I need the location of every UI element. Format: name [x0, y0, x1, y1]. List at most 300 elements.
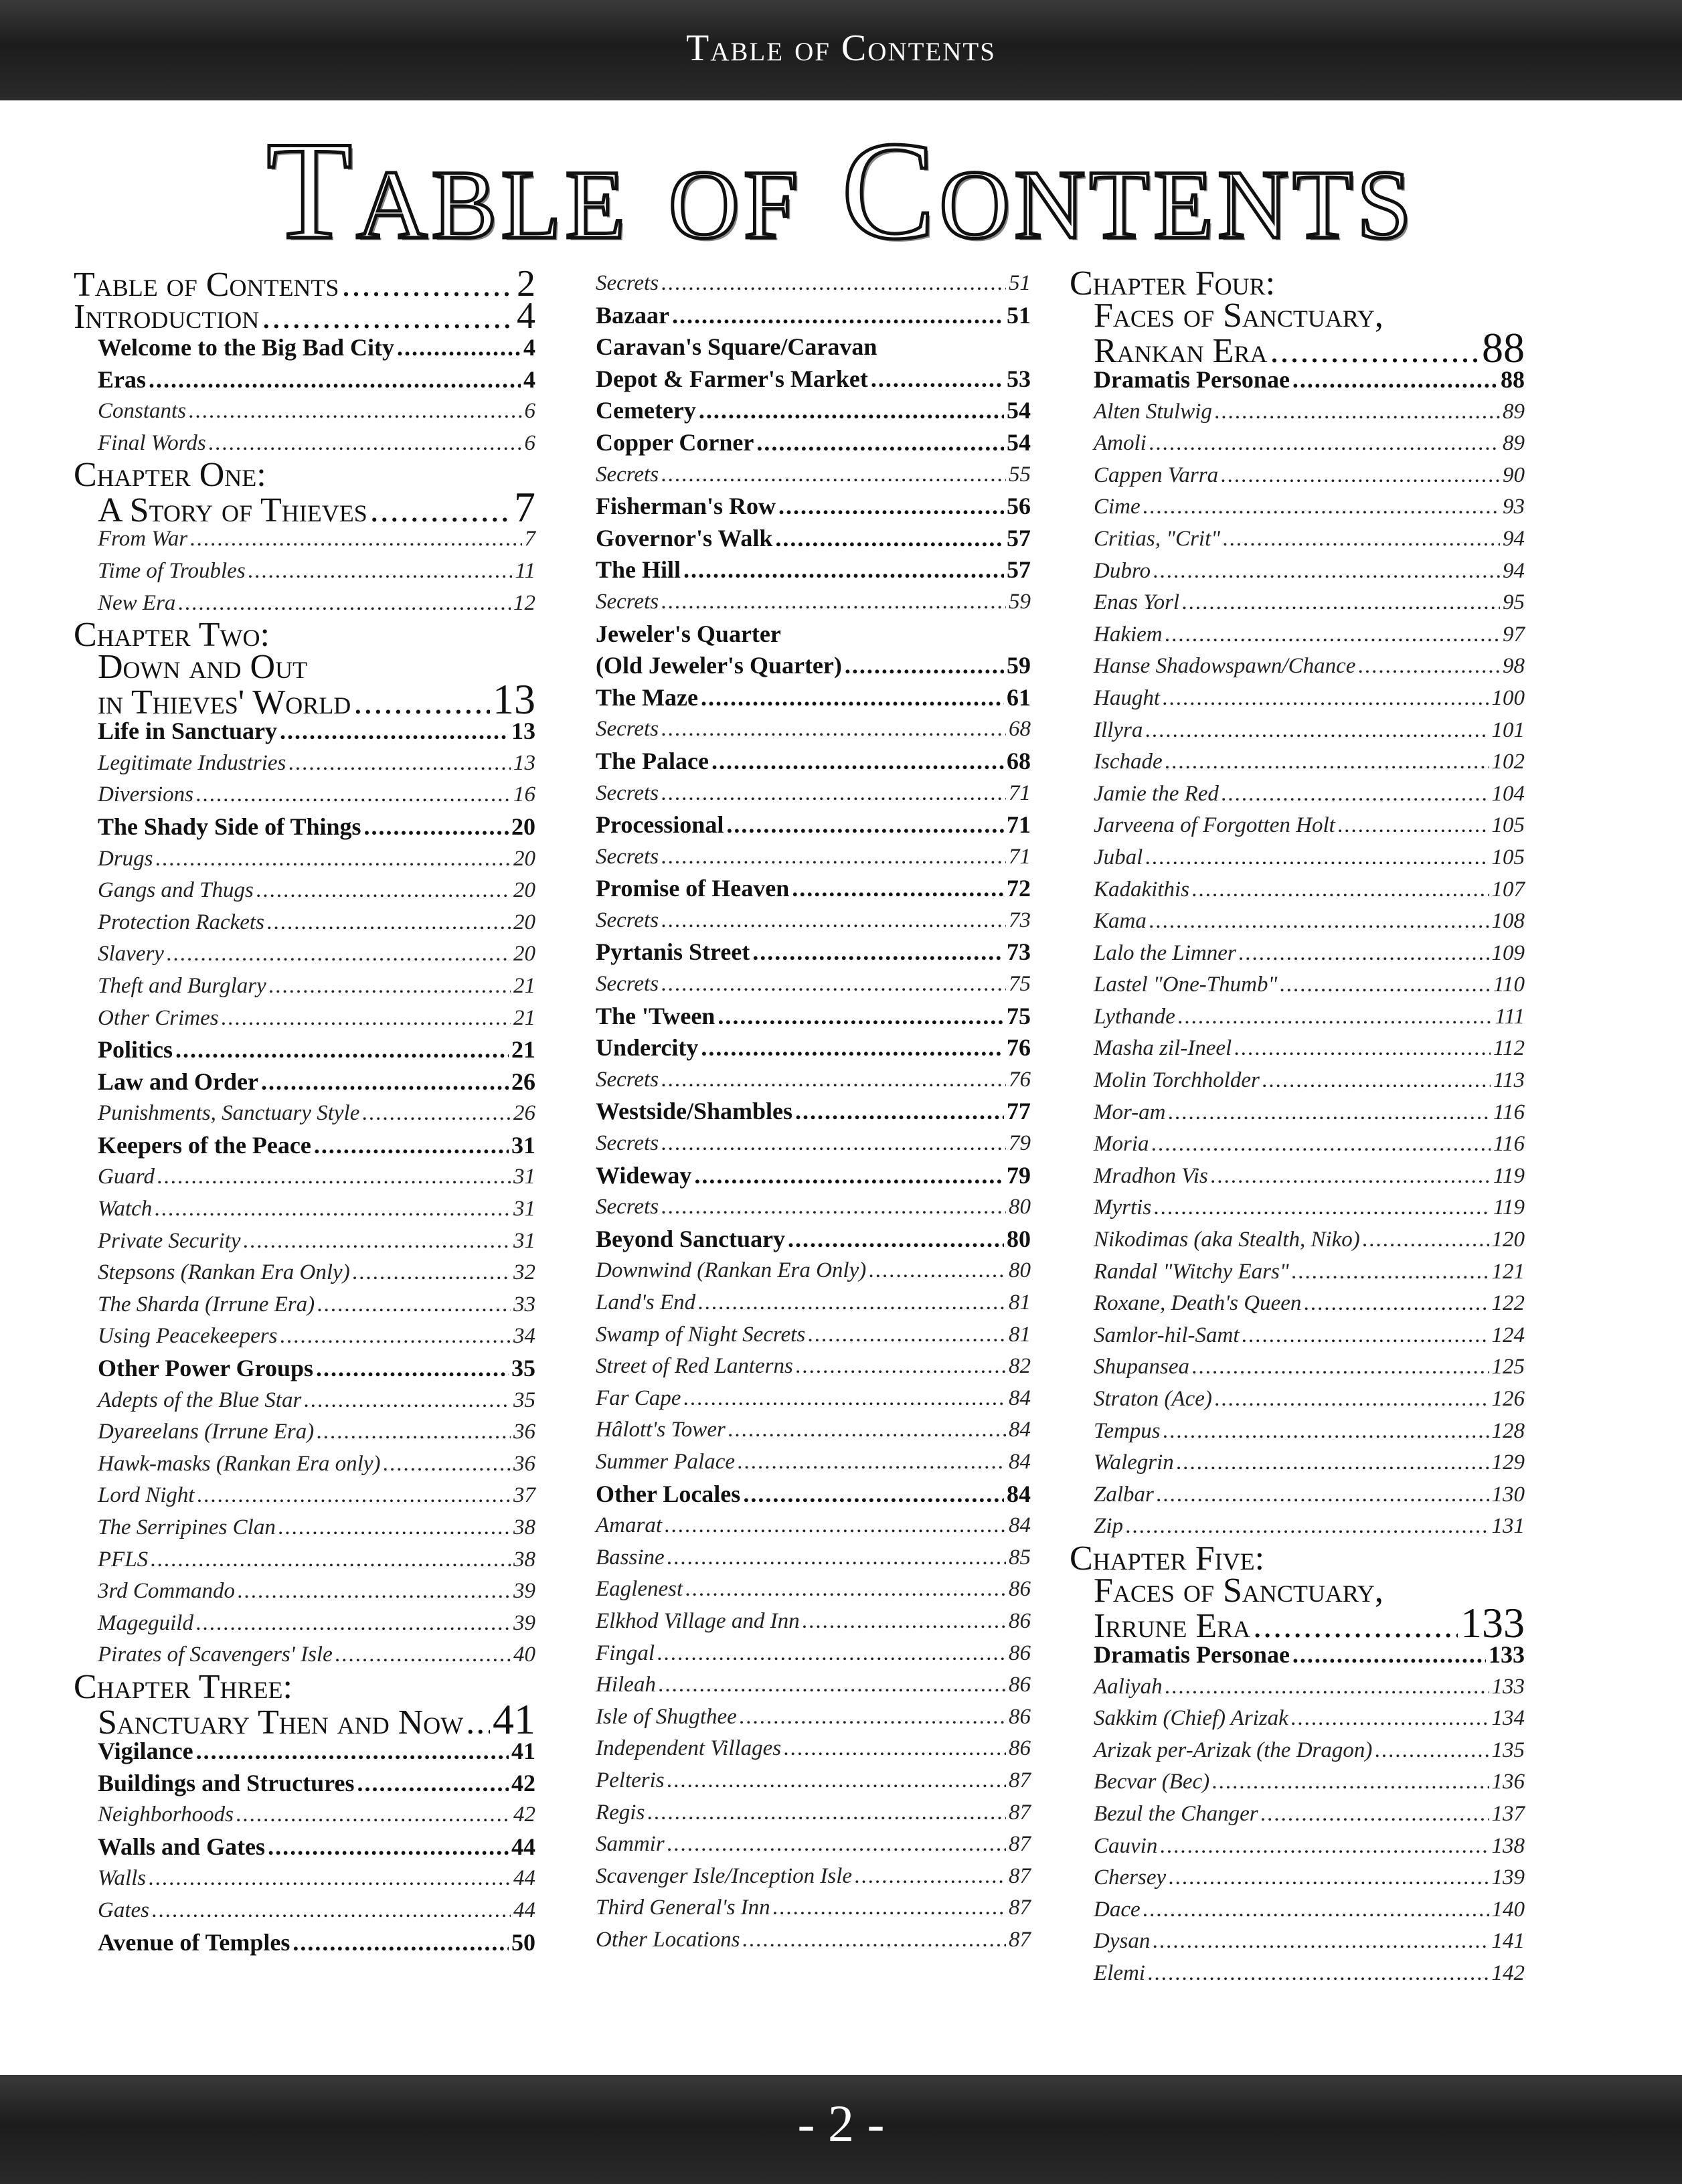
toc-entry-title: Far Cape [596, 1385, 681, 1410]
toc-entry-title: Keepers of the Peace [98, 1131, 311, 1159]
toc-entry[interactable] [74, 263, 535, 305]
dot-leader [1152, 1128, 1491, 1161]
toc-entry[interactable] [74, 588, 535, 620]
toc-entry[interactable] [74, 1321, 535, 1353]
toc-entry[interactable] [596, 650, 1031, 682]
toc-entry[interactable] [74, 1927, 535, 1959]
toc-entry[interactable] [1070, 1320, 1525, 1352]
toc-entry-page: 116 [1493, 1132, 1525, 1157]
toc-entry[interactable] [1070, 1598, 1525, 1647]
toc-heading[interactable] [1070, 1539, 1525, 1578]
toc-entry-page: 134 [1491, 1706, 1525, 1731]
toc-entry-page: 84 [1007, 1480, 1031, 1507]
toc-entry[interactable] [1070, 1798, 1525, 1831]
toc-entry[interactable] [74, 1448, 535, 1481]
toc-entry[interactable] [596, 1032, 1031, 1064]
toc-entry[interactable] [1070, 651, 1525, 683]
toc-entry-title: Lord Night [98, 1483, 195, 1508]
toc-entry-title: The Shady Side of Things [98, 813, 361, 840]
toc-entry[interactable] [596, 713, 1031, 746]
toc-entry[interactable] [74, 1034, 535, 1066]
page-title: Table of Contents [266, 113, 1416, 268]
toc-entry[interactable] [596, 1797, 1031, 1829]
dot-leader [661, 841, 1006, 873]
toc-column-3 [1070, 264, 1525, 1990]
toc-entry-title: Dysan [1094, 1929, 1151, 1954]
toc-entry[interactable] [74, 811, 535, 843]
toc-entry[interactable] [1070, 1351, 1525, 1383]
toc-entry[interactable] [1070, 1224, 1525, 1256]
toc-entry-title: Processional [596, 811, 724, 839]
toc-entry[interactable] [74, 716, 535, 748]
toc-entry[interactable] [1070, 938, 1525, 970]
toc-entry-title: Buildings and Structures [98, 1769, 355, 1796]
toc-entry[interactable] [1070, 324, 1525, 371]
toc-entry[interactable] [1070, 1766, 1525, 1798]
toc-entry[interactable] [596, 491, 1031, 523]
dot-leader [661, 778, 1006, 810]
toc-entry[interactable] [74, 1639, 535, 1671]
toc-entry[interactable] [74, 938, 535, 971]
toc-entry-page: 7 [514, 483, 535, 531]
toc-entry[interactable] [1070, 460, 1525, 492]
toc-entry-title: Critias, "Crit" [1094, 526, 1221, 551]
toc-entry[interactable] [1070, 491, 1525, 523]
toc-entry-title: Cauvin [1094, 1833, 1158, 1858]
toc-entry[interactable] [74, 1895, 535, 1927]
toc-entry[interactable] [596, 1542, 1031, 1574]
toc-entry[interactable] [74, 1130, 535, 1162]
toc-entry[interactable] [596, 936, 1031, 969]
toc-entry-page: 35 [513, 1388, 535, 1412]
dot-leader [1234, 1033, 1491, 1065]
toc-entry-title: Secrets [596, 844, 659, 869]
dot-leader [1192, 1351, 1489, 1383]
toc-entry[interactable] [596, 1096, 1031, 1128]
toc-entry[interactable] [74, 907, 535, 939]
toc-entry[interactable] [596, 1606, 1031, 1638]
toc-entry-title: Chapter Four: [1070, 264, 1276, 303]
toc-entry-page: 42 [511, 1769, 535, 1796]
toc-entry-page: 97 [1503, 622, 1525, 647]
toc-entry[interactable] [1070, 1958, 1525, 1990]
toc-entry[interactable] [74, 428, 535, 460]
toc-entry[interactable] [596, 969, 1031, 1001]
toc-entry[interactable] [596, 268, 1031, 300]
toc-entry[interactable] [1070, 428, 1525, 460]
toc-entry-page: 86 [1009, 1673, 1031, 1697]
toc-entry[interactable] [596, 395, 1031, 427]
dot-leader [742, 1924, 1006, 1956]
dot-leader [1165, 619, 1500, 651]
toc-entry-title: Vigilance [98, 1737, 193, 1764]
toc-entry[interactable] [596, 1319, 1031, 1351]
toc-entry[interactable] [1070, 906, 1525, 938]
toc-entry-page: 125 [1491, 1355, 1525, 1379]
toc-entry[interactable] [1070, 587, 1525, 619]
toc-entry[interactable] [1070, 715, 1525, 747]
toc-entry[interactable] [1070, 842, 1525, 874]
dot-leader [317, 1416, 511, 1448]
toc-entry-title: PFLS [98, 1547, 149, 1572]
dot-leader [667, 1829, 1006, 1861]
toc-entry[interactable] [74, 1066, 535, 1098]
dot-leader [397, 332, 521, 364]
toc-entry[interactable] [1070, 1447, 1525, 1479]
toc-entry-page: 76 [1009, 1067, 1031, 1092]
toc-entry[interactable] [1070, 1161, 1525, 1193]
toc-entry-title: Elemi [1094, 1960, 1145, 1985]
toc-entry-title: Secrets [596, 1067, 659, 1092]
toc-entry-page: 4 [523, 365, 535, 393]
toc-heading[interactable] [1070, 1571, 1525, 1610]
toc-entry[interactable] [1070, 810, 1525, 842]
toc-entry[interactable] [74, 556, 535, 588]
toc-entry[interactable] [596, 554, 1031, 586]
toc-heading[interactable] [74, 456, 535, 495]
dot-leader [661, 268, 1006, 300]
dot-leader [1292, 1639, 1486, 1671]
toc-entry[interactable] [74, 1353, 535, 1385]
toc-entry-title: Punishments, Sanctuary Style [98, 1101, 360, 1126]
dot-leader [1375, 1735, 1489, 1767]
toc-entry-title: The 'Tween [596, 1002, 716, 1029]
toc-entry[interactable] [74, 1161, 535, 1193]
toc-entry[interactable] [74, 1831, 535, 1863]
toc-entry[interactable] [74, 779, 535, 811]
toc-entry[interactable] [74, 1695, 535, 1743]
toc-entry[interactable] [596, 1383, 1031, 1415]
toc-entry[interactable] [1070, 1831, 1525, 1863]
toc-entry[interactable] [596, 427, 1031, 459]
toc-heading[interactable] [1070, 264, 1525, 303]
toc-entry[interactable] [74, 1863, 535, 1895]
toc-entry-title: Lastel "One-Thumb" [1094, 973, 1278, 997]
toc-entry-page: 110 [1493, 973, 1525, 997]
dot-leader [1143, 491, 1500, 523]
dot-leader [370, 495, 511, 527]
dot-leader [1223, 523, 1500, 556]
toc-entry[interactable] [596, 1446, 1031, 1479]
toc-entry-page: 85 [1009, 1545, 1031, 1570]
toc-entry[interactable] [74, 1257, 535, 1289]
toc-entry-title: Amarat [596, 1513, 662, 1538]
toc-entry[interactable] [596, 1351, 1031, 1383]
toc-entry[interactable] [596, 905, 1031, 937]
toc-entry-title: Hawk-masks (Rankan Era only) [98, 1451, 381, 1476]
dot-leader [1153, 556, 1500, 588]
toc-entry[interactable] [74, 1193, 535, 1226]
toc-entry[interactable] [1070, 969, 1525, 1001]
toc-entry-page: 50 [511, 1928, 535, 1956]
dot-leader [222, 1003, 511, 1035]
toc-entry[interactable] [596, 1701, 1031, 1734]
toc-entry-page: 53 [1007, 365, 1031, 392]
dot-leader [1215, 1383, 1489, 1416]
toc-entry[interactable] [596, 1924, 1031, 1956]
dot-leader [808, 1319, 1006, 1351]
toc-heading[interactable] [74, 648, 535, 687]
dot-leader [795, 1096, 1004, 1128]
toc-entry-title: Mor-am [1094, 1100, 1166, 1124]
toc-entry[interactable] [1070, 1001, 1525, 1033]
toc-entry-page: 51 [1009, 271, 1031, 295]
toc-entry-title: Isle of Shugthee [596, 1704, 737, 1729]
toc-entry[interactable] [74, 1003, 535, 1035]
dot-leader [175, 1034, 509, 1066]
toc-entry-title: in Thieves' World [98, 683, 351, 722]
toc-entry[interactable] [74, 1098, 535, 1130]
dot-leader [1149, 906, 1489, 938]
toc-entry-page: 39 [513, 1610, 535, 1635]
dot-leader [672, 300, 1004, 332]
toc-heading[interactable] [1070, 297, 1525, 335]
dot-leader [209, 428, 522, 460]
toc-entry-title: Amoli [1094, 431, 1147, 456]
toc-heading[interactable] [596, 618, 1031, 651]
toc-entry[interactable] [74, 1226, 535, 1258]
toc-entry[interactable] [596, 1191, 1031, 1224]
toc-entry[interactable] [596, 1255, 1031, 1287]
toc-entry-title: Aaliyah [1094, 1674, 1163, 1699]
toc-entry-page: 129 [1491, 1450, 1525, 1475]
toc-entry[interactable] [74, 971, 535, 1003]
toc-entry[interactable] [596, 873, 1031, 905]
toc-entry[interactable] [1070, 1416, 1525, 1448]
toc-entry[interactable] [596, 1064, 1031, 1096]
toc-entry-page: 80 [1009, 1195, 1031, 1220]
toc-entry-page: 84 [1009, 1449, 1031, 1474]
toc-entry[interactable] [596, 1160, 1031, 1192]
toc-entry[interactable] [1070, 1479, 1525, 1511]
dot-leader [698, 1287, 1006, 1319]
toc-entry[interactable] [1070, 364, 1525, 396]
toc-entry-title: Cemetery [596, 397, 696, 424]
toc-entry[interactable] [1070, 1735, 1525, 1767]
toc-entry[interactable] [596, 809, 1031, 841]
toc-entry[interactable] [596, 1128, 1031, 1160]
toc-entry-page: 94 [1503, 558, 1525, 583]
toc-entry[interactable] [74, 675, 535, 724]
dot-leader [667, 1765, 1006, 1797]
toc-entry[interactable] [1070, 778, 1525, 811]
dot-leader [248, 556, 513, 588]
toc-entry[interactable] [596, 1765, 1031, 1797]
toc-entry[interactable] [596, 682, 1031, 714]
toc-entry[interactable] [74, 1385, 535, 1417]
toc-entry-page: 31 [513, 1165, 535, 1189]
dot-leader [1192, 874, 1489, 906]
toc-entry[interactable] [74, 483, 535, 531]
toc-entry-title: Hanse Shadowspawn/Chance [1094, 654, 1356, 679]
dot-leader [1212, 1766, 1489, 1798]
toc-entry-title: Walls and Gates [98, 1833, 266, 1860]
toc-entry[interactable] [596, 586, 1031, 618]
toc-entry-page: 36 [513, 1420, 535, 1444]
toc-entry[interactable] [74, 1736, 535, 1768]
toc-entry[interactable] [596, 523, 1031, 555]
toc-entry[interactable] [1070, 1639, 1525, 1671]
toc-entry-title: Mageguild [98, 1610, 193, 1635]
toc-entry-page: 141 [1491, 1929, 1525, 1954]
toc-entry[interactable] [596, 1510, 1031, 1542]
toc-entry[interactable] [596, 300, 1031, 332]
toc-entry-page: 105 [1491, 813, 1525, 838]
toc-heading[interactable] [74, 616, 535, 655]
toc-entry[interactable] [74, 1416, 535, 1448]
toc-entry[interactable] [74, 1480, 535, 1512]
toc-entry[interactable] [596, 459, 1031, 491]
toc-entry[interactable] [1070, 1128, 1525, 1161]
toc-entry[interactable] [1070, 556, 1525, 588]
toc-entry[interactable] [596, 841, 1031, 873]
toc-entry[interactable] [1070, 1383, 1525, 1416]
toc-entry[interactable] [74, 523, 535, 556]
toc-entry-title: Jeweler's Quarter [596, 620, 781, 647]
toc-entry-title: From War [98, 527, 188, 552]
toc-entry-title: Gangs and Thugs [98, 878, 254, 903]
toc-entry[interactable] [74, 1768, 535, 1800]
dot-leader [268, 1831, 509, 1863]
toc-entry[interactable] [596, 1733, 1031, 1765]
toc-entry[interactable] [596, 1574, 1031, 1606]
dot-leader [701, 682, 1004, 714]
dot-leader [661, 713, 1006, 746]
toc-entry-page: 94 [1503, 526, 1525, 551]
toc-entry[interactable] [74, 843, 535, 875]
toc-entry-title: Samlor-hil-Samt [1094, 1323, 1240, 1347]
toc-entry[interactable] [596, 1892, 1031, 1924]
toc-entry[interactable] [1070, 396, 1525, 428]
dot-leader [1363, 1224, 1489, 1256]
toc-entry[interactable] [1070, 1703, 1525, 1735]
toc-entry-page: 35 [511, 1355, 535, 1382]
dot-leader [261, 1066, 509, 1098]
toc-column-2 [596, 268, 1031, 1956]
toc-entry[interactable] [1070, 1894, 1525, 1926]
toc-entry[interactable] [596, 1414, 1031, 1446]
toc-entry[interactable] [74, 748, 535, 780]
toc-entry[interactable] [596, 1479, 1031, 1511]
toc-column-1 [74, 263, 535, 1958]
dot-leader [1154, 1192, 1491, 1224]
toc-entry[interactable] [74, 1608, 535, 1640]
toc-entry[interactable] [1070, 1862, 1525, 1894]
toc-entry-title: Moria [1094, 1132, 1149, 1157]
dot-leader [788, 1224, 1004, 1256]
toc-entry-page: 36 [513, 1451, 535, 1476]
dot-leader [778, 491, 1004, 523]
toc-entry[interactable] [74, 396, 535, 428]
toc-entry[interactable] [74, 1799, 535, 1831]
toc-entry[interactable] [1070, 683, 1525, 715]
toc-entry[interactable] [74, 1576, 535, 1608]
toc-entry[interactable] [596, 1669, 1031, 1701]
toc-entry[interactable] [596, 1224, 1031, 1256]
toc-entry[interactable] [596, 778, 1031, 810]
toc-entry[interactable] [1070, 1192, 1525, 1224]
toc-entry-title: Stepsons (Rankan Era Only) [98, 1260, 350, 1285]
toc-entry[interactable] [596, 1829, 1031, 1861]
toc-entry-page: 44 [513, 1898, 535, 1922]
toc-entry[interactable] [1070, 1033, 1525, 1065]
toc-entry[interactable] [596, 746, 1031, 778]
toc-entry[interactable] [1070, 1065, 1525, 1097]
toc-entry-title: 3rd Commando [98, 1579, 236, 1604]
toc-entry-page: 100 [1491, 685, 1525, 710]
toc-entry[interactable] [1070, 619, 1525, 651]
toc-entry-page: 133 [1491, 1674, 1525, 1699]
toc-entry-page: 102 [1491, 750, 1525, 774]
toc-entry[interactable] [74, 295, 535, 337]
toc-entry[interactable] [1070, 1097, 1525, 1129]
toc-entry-title: Swamp of Night Secrets [596, 1322, 806, 1347]
dot-leader [267, 907, 511, 939]
toc-entry-title: Wideway [596, 1161, 692, 1189]
toc-entry-title: A Story of Thieves [98, 491, 367, 530]
toc-entry-page: 98 [1503, 654, 1525, 679]
toc-entry[interactable] [74, 1289, 535, 1321]
dot-leader [384, 1448, 511, 1481]
toc-entry[interactable] [1070, 874, 1525, 906]
dot-leader [316, 1353, 509, 1385]
toc-entry-title: Secrets [596, 589, 659, 614]
dot-leader [1169, 1097, 1491, 1129]
toc-entry[interactable] [1070, 1288, 1525, 1320]
toc-entry-title: Masha zil-Ineel [1094, 1036, 1232, 1061]
toc-entry[interactable] [596, 1861, 1031, 1893]
toc-entry-title: Third General's Inn [596, 1896, 770, 1920]
toc-entry-title: Arizak per-Arizak (the Dragon) [1094, 1738, 1373, 1762]
dot-leader [364, 811, 509, 843]
dot-leader [1291, 1703, 1489, 1735]
toc-heading[interactable] [74, 1667, 535, 1706]
toc-entry-page: 119 [1493, 1163, 1525, 1188]
toc-entry[interactable] [1070, 1926, 1525, 1958]
dot-leader [1165, 1671, 1489, 1703]
toc-entry-title: Myrtis [1094, 1195, 1152, 1220]
toc-entry[interactable] [74, 875, 535, 907]
toc-entry-page: 34 [513, 1324, 535, 1349]
toc-entry[interactable] [596, 1638, 1031, 1670]
toc-entry[interactable] [74, 332, 535, 364]
toc-entry-page: 140 [1491, 1897, 1525, 1922]
toc-entry[interactable] [596, 1287, 1031, 1319]
dot-leader [752, 936, 1004, 969]
toc-entry[interactable] [596, 1001, 1031, 1033]
toc-heading[interactable] [596, 331, 1031, 363]
toc-entry[interactable] [74, 1544, 535, 1576]
toc-entry[interactable] [1070, 1511, 1525, 1543]
toc-entry[interactable] [74, 1512, 535, 1544]
dot-leader [803, 1606, 1006, 1638]
toc-entry-title: Watch [98, 1197, 153, 1222]
toc-entry-title: Governor's Walk [596, 524, 773, 552]
toc-entry[interactable] [1070, 1256, 1525, 1288]
toc-entry[interactable] [596, 363, 1031, 396]
dot-leader [661, 1191, 1006, 1224]
dot-leader [269, 971, 511, 1003]
toc-entry-page: 80 [1009, 1258, 1031, 1283]
toc-entry[interactable] [74, 364, 535, 396]
toc-entry[interactable] [1070, 1671, 1525, 1703]
toc-entry-title: Jamie the Red [1094, 781, 1219, 806]
dot-leader [262, 301, 514, 333]
toc-entry-title: Caravan's Square/Caravan [596, 333, 877, 361]
toc-entry[interactable] [1070, 523, 1525, 556]
toc-entry-page: 71 [1009, 780, 1031, 805]
toc-entry[interactable] [1070, 746, 1525, 778]
